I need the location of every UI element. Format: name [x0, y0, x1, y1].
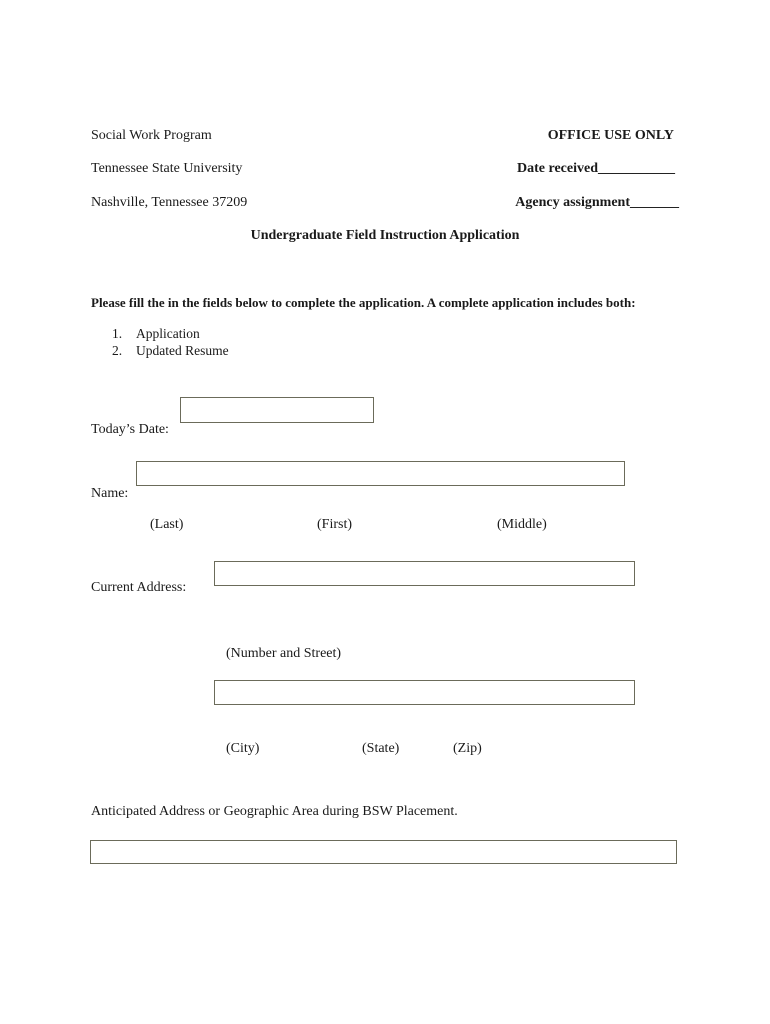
office-use-heading: OFFICE USE ONLY: [547, 128, 674, 143]
name-input[interactable]: [136, 461, 625, 486]
date-received-label: Date received___________: [517, 161, 675, 176]
university-address: Nashville, Tennessee 37209: [91, 195, 248, 210]
list-item-number: 2.: [112, 343, 123, 358]
anticipated-address-input[interactable]: [90, 840, 677, 864]
todays-date-label: Today’s Date:: [91, 422, 169, 437]
name-label: Name:: [91, 486, 129, 501]
street-address-input[interactable]: [214, 561, 635, 586]
name-first-sublabel: (First): [317, 517, 352, 532]
agency-assignment-label: Agency assignment_______: [515, 195, 679, 210]
current-address-label: Current Address:: [91, 580, 187, 595]
state-sublabel: (State): [362, 741, 400, 756]
anticipated-address-label: Anticipated Address or Geographic Area during BSW Placement.: [91, 804, 458, 819]
list-item-label: Updated Resume: [136, 343, 229, 358]
name-last-sublabel: (Last): [150, 517, 184, 532]
list-item-label: Application: [136, 326, 200, 341]
city-sublabel: (City): [226, 741, 260, 756]
instructions: Please fill the in the fields below to complete the application. A complete application includes both:: [91, 295, 636, 310]
org-name: Social Work Program: [91, 128, 212, 143]
list-item: [112, 325, 229, 342]
city-state-zip-input[interactable]: [214, 680, 635, 705]
list-item-number: 1.: [112, 326, 123, 341]
form-title: Undergraduate Field Instruction Application: [250, 228, 520, 243]
name-middle-sublabel: (Middle): [497, 517, 547, 532]
todays-date-input[interactable]: [180, 397, 374, 423]
list-item: [112, 342, 229, 359]
street-sublabel: (Number and Street): [226, 646, 342, 661]
university-name: Tennessee State University: [91, 161, 243, 176]
zip-sublabel: (Zip): [453, 741, 482, 756]
requirements-list: [112, 325, 229, 359]
